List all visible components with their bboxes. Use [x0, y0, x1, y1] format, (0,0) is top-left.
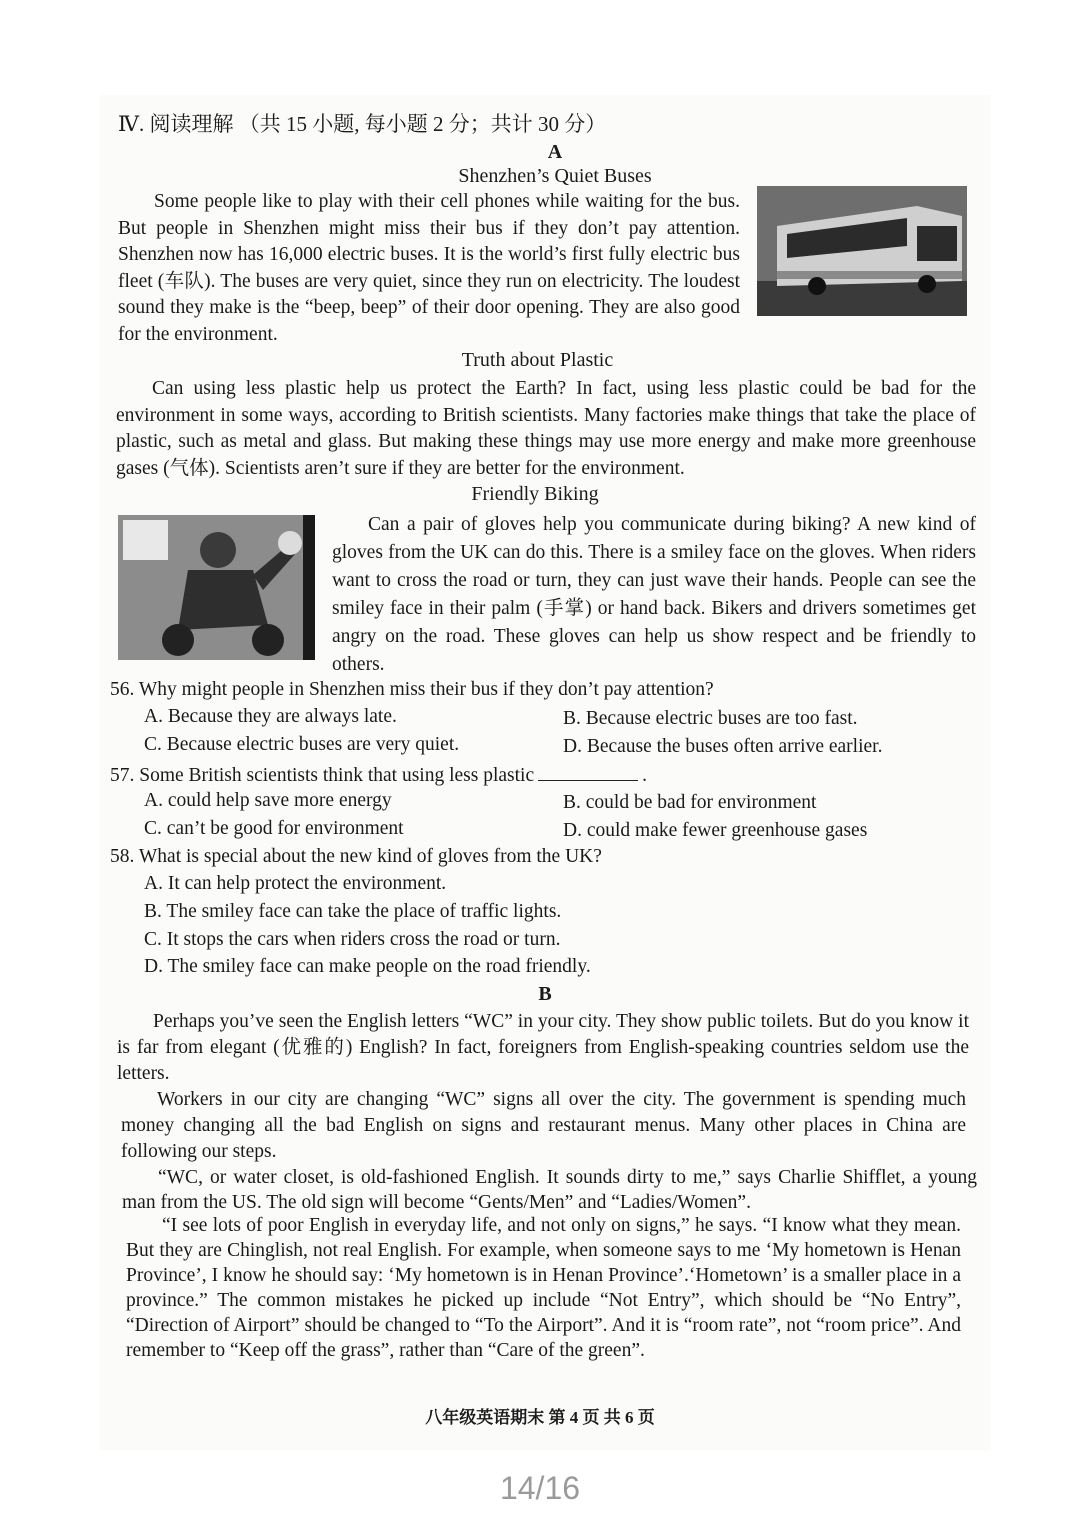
question-56-stem: 56. Why might people in Shenzhen miss their bus if they don’t pay attention? — [110, 679, 714, 700]
buses-title: Shenzhen’s Quiet Buses — [458, 165, 652, 187]
question-57-text: 57. Some British scientists think that using less plastic — [110, 765, 535, 786]
page-counter: 14/16 — [499, 1470, 581, 1506]
question-57-stem — [110, 762, 647, 787]
electric-bus-photo — [757, 186, 967, 316]
biker-illustration — [118, 515, 315, 660]
q56-option-d: D. Because the buses often arrive earlier. — [563, 736, 883, 757]
q57-option-b: B. could be bad for environment — [563, 792, 817, 813]
passage-b-paragraph-2: Workers in our city are changing “WC” signs all over the city. The government is spending much money changing all the bad English on signs and restaurant menus. Many other places in China are following our steps. — [121, 1089, 966, 1162]
glove-biker-photo — [118, 515, 315, 660]
biking-paragraph: Can a pair of gloves help you communicate during biking? A new kind of gloves from the UK can do this. There is a smiley face on the gloves. When riders want to cross the road or turn, they can just wave their hands. People can see the smiley face in their palm (手掌) or hand back. Bikers and drivers sometimes get angry on the road. These gloves can help us show respect and be friendly to others. — [332, 514, 976, 675]
q58-option-c: C. It stops the cars when riders cross the road or turn. — [144, 929, 561, 950]
q56-option-c: C. Because electric buses are very quiet. — [144, 734, 460, 755]
q58-option-a: A. It can help protect the environment. — [144, 873, 447, 894]
passage-b-label: B — [538, 983, 552, 1005]
buses-paragraph-text: Some people like to play with their cell phones while waiting for the bus. But people in Shenzhen might miss their bus if they don’t pay attention. Shenzhen now has 16,000 electric buses. It is the world’s first fully electric bus fleet (车队). The buses are very quiet, since they run on electricity. The loudest sound they make is the “beep, beep” of their door opening. They are also good for the environment. — [118, 191, 740, 345]
q57-option-a: A. could help save more energy — [144, 790, 392, 811]
page-footer: 八年级英语期末 第 4 页 共 6 页 — [425, 1408, 655, 1427]
plastic-paragraph: Can using less plastic help us protect the Earth? In fact, using less plastic could be bad for the environment in some ways, according to British scientists. Many factories make things that take the place of plastic, such as metal and glass. But making these things may use more energy and make more greenhouse gases (气体). Scientists aren’t sure if they are better for the environment. — [116, 378, 976, 479]
q58-option-b: B. The smiley face can take the place of traffic lights. — [144, 901, 562, 922]
q58-option-d: D. The smiley face can make people on the road friendly. — [144, 956, 591, 977]
passage-a-label: A — [547, 141, 563, 163]
passage-b-paragraph-3: “WC, or water closet, is old-fashioned English. It sounds dirty to me,” says Charlie Shifflet, a young man from the US. The old sign will become “Gents/Men” and “Ladies/Women”. — [122, 1167, 977, 1213]
biking-title: Friendly Biking — [471, 483, 599, 505]
q57-option-c: C. can’t be good for environment — [144, 818, 404, 839]
answer-blank — [538, 762, 638, 781]
passage-b-paragraph-4: “I see lots of poor English in everyday life, and not only on signs,” he says. “I know what they mean. But they are Chinglish, not real English. For example, when someone says to me ‘My hometown is Henan Province’, I know he should say: ‘My hometown is in Henan Province’.‘Hometown’ is a smaller place in a province.” The common mistakes he picked up include “Not Entry”, which should be “No Entry”, “Direction of Airport” should be changed to “To the Airport”. And it is “room rate”, not “room price”. And remember to “Keep off the grass”, rather than “Care of the green”. — [126, 1215, 961, 1361]
q57-option-d: D. could make fewer greenhouse gases — [563, 820, 868, 841]
question-57-end: . — [642, 765, 647, 786]
bus-illustration — [757, 186, 967, 316]
q56-option-a: A. Because they are always late. — [144, 706, 397, 727]
passage-b-paragraph-1: Perhaps you’ve seen the English letters “WC” in your city. They show public toilets. But do you know it is far from elegant (优雅的) English? In fact, foreigners from English-speaking countries seldom use the letters. — [117, 1011, 969, 1084]
plastic-title: Truth about Plastic — [461, 349, 614, 371]
q56-option-b: B. Because electric buses are too fast. — [563, 708, 858, 729]
question-58-stem: 58. What is special about the new kind of gloves from the UK? — [110, 846, 602, 867]
section-heading: Ⅳ. 阅读理解 （共 15 小题, 每小题 2 分；共计 30 分） — [118, 112, 607, 136]
